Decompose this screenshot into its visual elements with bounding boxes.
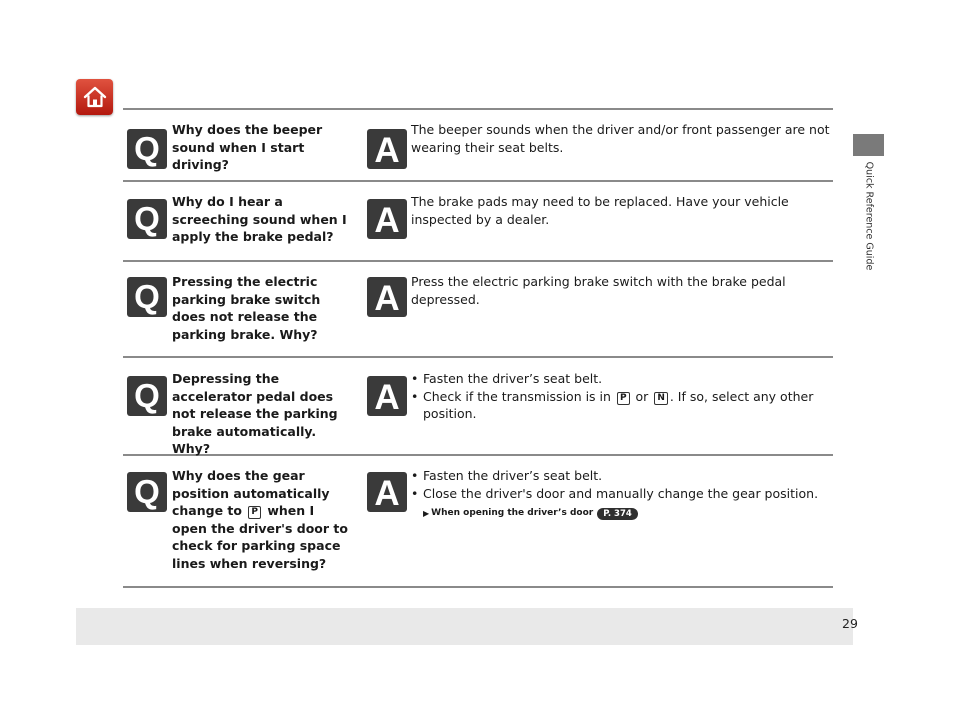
- gear-p-icon: P: [248, 506, 261, 519]
- question-icon: [127, 277, 167, 317]
- reference-arrow-icon: ▶: [423, 509, 430, 519]
- row-divider: [123, 260, 833, 262]
- reference-text: When opening the driver’s door: [431, 508, 594, 519]
- cross-reference: [411, 505, 831, 523]
- question-text-part: Why does the gear position automatically change to: [172, 468, 330, 519]
- answer-text: [411, 467, 831, 523]
- page-number: 29: [842, 616, 858, 631]
- answer-icon: [367, 277, 407, 317]
- question-icon: [127, 376, 167, 416]
- answer-bullet: • Close the driver's door and manually change the gear position.: [411, 485, 831, 503]
- side-tab-marker: [853, 134, 884, 156]
- row-divider: [123, 356, 833, 358]
- answer-bullet: [411, 388, 831, 423]
- question-text-part: when I open the driver's door to check for parking space lines when reversing?: [172, 503, 348, 571]
- home-icon: [83, 86, 107, 108]
- answer-bullet-text: . If so, select any other position.: [423, 388, 814, 422]
- answer-bullet-text: or: [635, 388, 649, 404]
- answer-icon: [367, 472, 407, 512]
- answer-bullet: • Fasten the driver’s seat belt.: [411, 370, 831, 388]
- answer-icon: [367, 199, 407, 239]
- question-text: Depressing the accelerator pedal does not release the parking brake automatically. Why?: [172, 371, 338, 457]
- page-reference-link[interactable]: P. 374: [597, 508, 638, 520]
- gear-n-icon: N: [654, 392, 668, 405]
- row-divider: [123, 108, 833, 110]
- home-button[interactable]: [76, 79, 113, 115]
- question-icon: [127, 129, 167, 169]
- answer-icon: [367, 129, 407, 169]
- question-icon: [127, 199, 167, 239]
- answer-icon: [367, 376, 407, 416]
- answer-text: The beeper sounds when the driver and/or front passenger are not wearing their seat belts.: [411, 122, 830, 155]
- answer-text: The brake pads may need to be replaced. Have your vehicle inspected by a dealer.: [411, 194, 789, 227]
- footer-band: [76, 608, 853, 645]
- row-divider: [123, 180, 833, 182]
- question-text: [172, 467, 350, 573]
- gear-p-icon: P: [617, 392, 630, 405]
- section-side-label: Quick Reference Guide: [863, 161, 875, 271]
- answer-text: Press the electric parking brake switch with the brake pedal depressed.: [411, 274, 786, 307]
- row-divider: [123, 586, 833, 588]
- question-text: Why does the beeper sound when I start driving?: [172, 122, 323, 173]
- answer-bullet-text: Check if the transmission is in: [423, 388, 611, 404]
- question-text: Pressing the electric parking brake switch does not release the parking brake. Why?: [172, 274, 321, 342]
- question-icon: [127, 472, 167, 512]
- question-text: Why do I hear a screeching sound when I apply the brake pedal?: [172, 194, 347, 245]
- answer-bullet: • Fasten the driver’s seat belt.: [411, 467, 831, 485]
- answer-text: [411, 370, 831, 423]
